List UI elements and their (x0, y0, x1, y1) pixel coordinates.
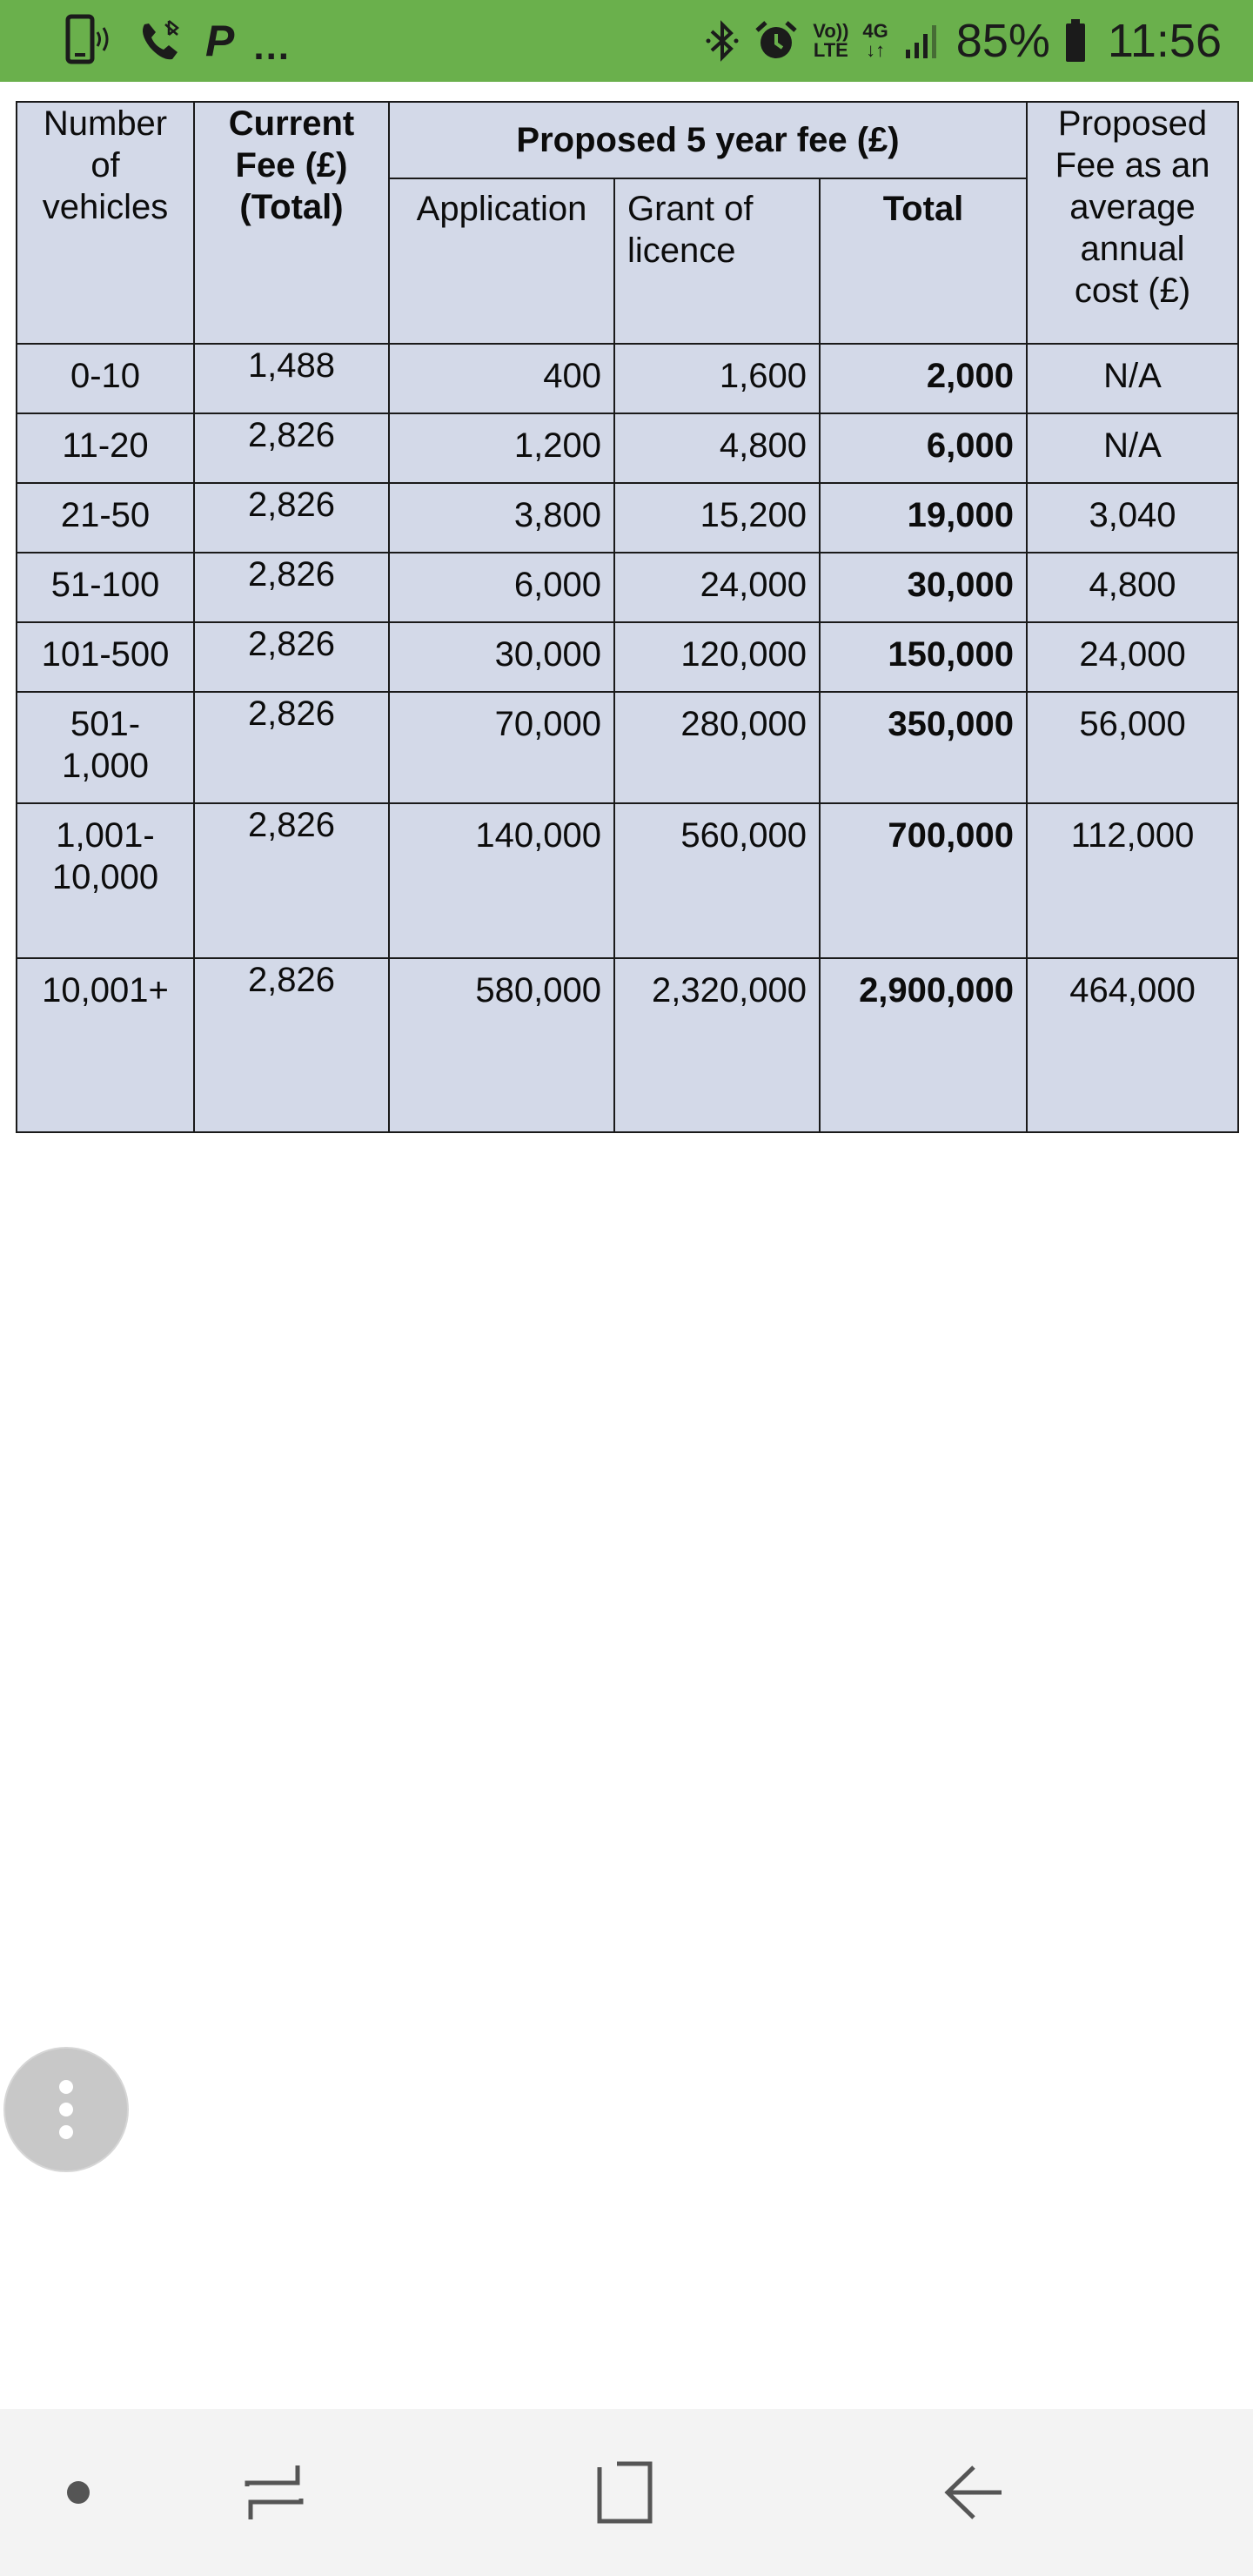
cell-total: 19,000 (820, 483, 1027, 553)
header-application (389, 178, 614, 344)
floating-menu-button[interactable] (3, 2047, 129, 2172)
cell-application: 70,000 (389, 692, 614, 803)
bluetooth-icon (705, 19, 740, 63)
cell-application: 30,000 (389, 622, 614, 692)
cell-vehicles: 21-50 (17, 483, 194, 553)
cell-current-fee: 2,826 (194, 958, 389, 1132)
fee-table (16, 101, 1239, 1133)
cell-application: 6,000 (389, 553, 614, 622)
more-vert-icon (56, 2075, 77, 2144)
table-row (17, 692, 1238, 803)
recent-apps-icon (244, 2462, 305, 2523)
header-proposed-5-year-fee (389, 102, 1027, 178)
cell-application: 1,200 (389, 413, 614, 483)
alarm-icon (754, 18, 799, 64)
battery-percent: 85% (955, 15, 1050, 67)
cell-current-fee: 2,826 (194, 553, 389, 622)
navigation-bar (0, 2409, 1253, 2576)
cell-grant: 4,800 (614, 413, 820, 483)
cell-average-annual: 4,800 (1027, 553, 1238, 622)
cell-vehicles: 11-20 (17, 413, 194, 483)
clock: 11:56 (1107, 15, 1222, 67)
header-number-of-vehicles (17, 102, 194, 344)
cell-vehicles: 10,001+ (17, 958, 194, 1132)
status-bar (0, 0, 1253, 82)
4g-icon (862, 22, 888, 60)
volte-label-top: Vo)) (813, 20, 849, 42)
volte-icon (813, 22, 848, 60)
header-application-text: Application (416, 190, 587, 228)
cell-vehicles: 101-500 (17, 622, 194, 692)
cell-average-annual: N/A (1027, 413, 1238, 483)
cell-current-fee: 2,826 (194, 622, 389, 692)
cell-current-fee: 2,826 (194, 803, 389, 958)
header-average-annual-cost (1027, 102, 1238, 344)
back-button[interactable] (905, 2409, 1044, 2576)
table-row (17, 483, 1238, 553)
cell-grant: 15,200 (614, 483, 820, 553)
cell-application: 580,000 (389, 958, 614, 1132)
table-row (17, 803, 1238, 958)
header-current-fee-text: Current Fee (£) (Total) (228, 104, 355, 226)
volte-label-bottom: LTE (813, 39, 848, 61)
status-bar-notifications (63, 12, 291, 70)
bluetooth-call-icon (136, 16, 186, 66)
table-row (17, 622, 1238, 692)
cell-vehicles: 501- 1,000 (17, 692, 194, 803)
cell-current-fee: 2,826 (194, 483, 389, 553)
table-row (17, 958, 1238, 1132)
cell-average-annual: 3,040 (1027, 483, 1238, 553)
paypal-icon: P (205, 17, 235, 65)
header-total (820, 178, 1027, 344)
cell-current-fee: 1,488 (194, 344, 389, 413)
home-icon (596, 2460, 657, 2525)
header-average-annual-cost-text: Proposed Fee as an average annual cost (£) (1055, 104, 1210, 310)
cell-grant: 1,600 (614, 344, 820, 413)
nav-dot-button[interactable] (9, 2409, 148, 2576)
table-row (17, 553, 1238, 622)
signal-icon (902, 22, 942, 60)
header-total-text: Total (882, 190, 964, 228)
header-grant-of-licence-text: Grant of licence (627, 190, 754, 270)
cell-average-annual: 112,000 (1027, 803, 1238, 958)
header-proposed-5-year-fee-text: Proposed 5 year fee (£) (516, 121, 900, 159)
header-grant-of-licence (614, 178, 820, 344)
cell-vehicles: 1,001- 10,000 (17, 803, 194, 958)
cell-total: 6,000 (820, 413, 1027, 483)
header-number-of-vehicles-text: Number of vehicles (42, 104, 169, 226)
cell-application: 140,000 (389, 803, 614, 958)
cell-total: 350,000 (820, 692, 1027, 803)
overflow-notifications: ... (253, 25, 291, 68)
table-row (17, 413, 1238, 483)
cell-total: 2,900,000 (820, 958, 1027, 1132)
cell-application: 3,800 (389, 483, 614, 553)
cell-grant: 120,000 (614, 622, 820, 692)
header-current-fee (194, 102, 389, 344)
recent-apps-button[interactable] (204, 2409, 344, 2576)
dot-icon (65, 2479, 91, 2506)
cell-vehicles: 51-100 (17, 553, 194, 622)
cell-grant: 280,000 (614, 692, 820, 803)
table-row (17, 344, 1238, 413)
cell-vehicles: 0-10 (17, 344, 194, 413)
cell-average-annual: 56,000 (1027, 692, 1238, 803)
network-type-label: 4G (862, 20, 888, 42)
cell-grant: 24,000 (614, 553, 820, 622)
cell-current-fee: 2,826 (194, 692, 389, 803)
cell-total: 30,000 (820, 553, 1027, 622)
data-arrows: ↓↑ (866, 39, 886, 61)
cell-average-annual: N/A (1027, 344, 1238, 413)
cell-current-fee: 2,826 (194, 413, 389, 483)
battery-icon (1064, 18, 1087, 64)
status-bar-system (705, 9, 1222, 73)
home-button[interactable] (557, 2409, 696, 2576)
back-icon (944, 2462, 1005, 2523)
cell-total: 150,000 (820, 622, 1027, 692)
phone-vibrate-icon (63, 13, 117, 69)
cell-average-annual: 464,000 (1027, 958, 1238, 1132)
cell-total: 700,000 (820, 803, 1027, 958)
cell-average-annual: 24,000 (1027, 622, 1238, 692)
cell-application: 400 (389, 344, 614, 413)
cell-grant: 560,000 (614, 803, 820, 958)
cell-grant: 2,320,000 (614, 958, 820, 1132)
cell-total: 2,000 (820, 344, 1027, 413)
